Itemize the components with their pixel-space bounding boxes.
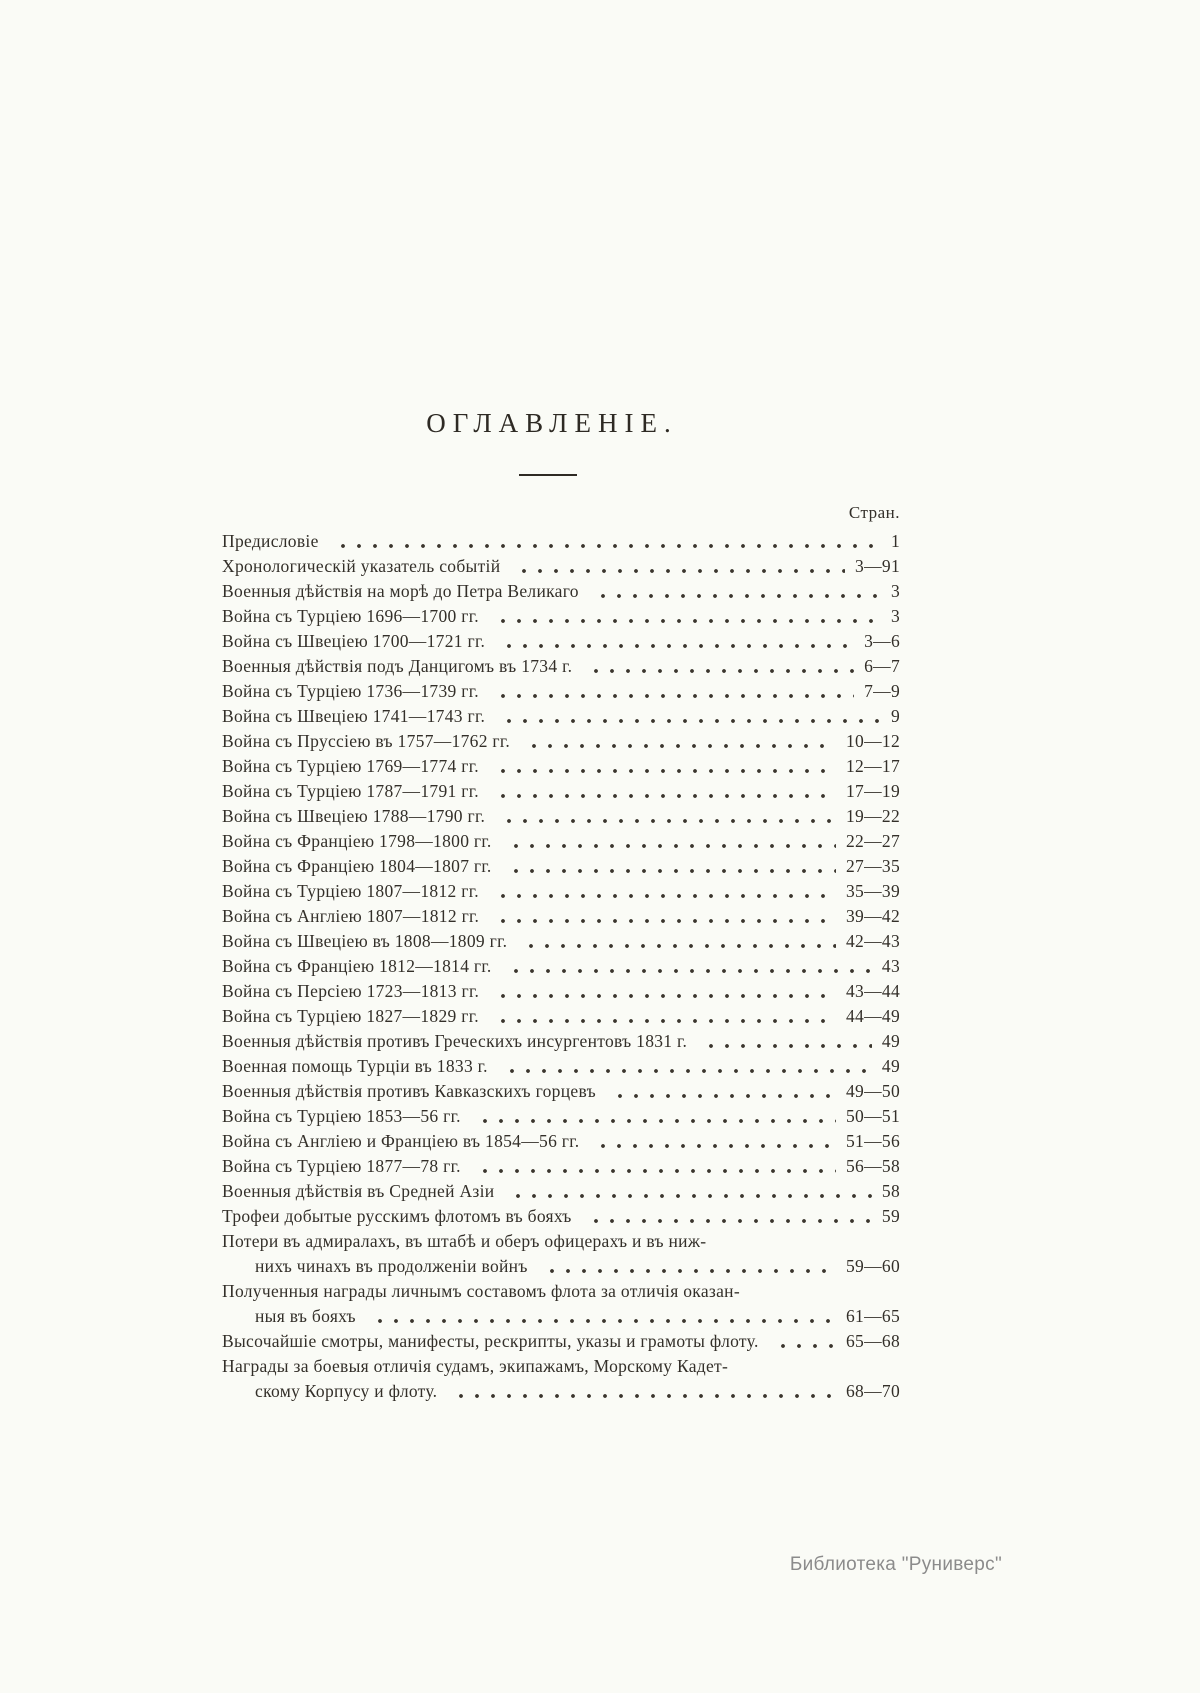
toc-entry	[222, 1154, 900, 1179]
toc-entry-pages: 42—43	[846, 931, 900, 951]
toc-entry	[222, 1204, 900, 1229]
toc-entry-title: нихъ чинахъ въ продолженіи войнъ	[255, 1256, 528, 1276]
toc-entry	[222, 1379, 900, 1404]
toc-entry-title: Предисловіе	[222, 531, 319, 551]
toc-entry	[222, 804, 900, 829]
toc-entry-pages: 56—58	[846, 1156, 900, 1176]
toc-entry	[222, 604, 900, 629]
dot-leader	[492, 993, 836, 999]
toc-entry-pages: 3	[890, 581, 900, 601]
dot-leader	[450, 1393, 836, 1399]
toc-entry-pages: 59	[881, 1206, 900, 1226]
dot-leader	[592, 593, 881, 599]
toc-entry	[222, 879, 900, 904]
dot-leader	[609, 1093, 836, 1099]
toc-entry-pages: 22—27	[846, 831, 900, 851]
dot-leader	[492, 693, 854, 699]
toc-entry	[222, 1254, 900, 1279]
toc-entry	[222, 979, 900, 1004]
toc-entry-pages: 9	[890, 706, 900, 726]
toc-entry-title: Война съ Турціею 1696—1700 гг.	[222, 606, 479, 626]
dot-leader	[498, 818, 836, 824]
dot-leader	[332, 543, 881, 549]
toc-entry-title: Война съ Франціею 1812—1814 гг.	[222, 956, 492, 976]
dot-leader	[492, 793, 836, 799]
toc-entry-title: Военныя дѣйствія въ Средней Азіи	[222, 1181, 495, 1201]
toc-entry	[222, 829, 900, 854]
page-title: ОГЛАВЛЕНІЕ.	[426, 408, 678, 438]
toc-entry	[222, 654, 900, 679]
toc-entry	[222, 1054, 900, 1079]
dot-leader	[507, 1193, 871, 1199]
toc-entry	[222, 579, 900, 604]
dot-leader	[492, 918, 836, 924]
toc-entry-pages: 6—7	[864, 656, 900, 676]
toc-entry-pages: 49	[881, 1031, 900, 1051]
toc-entry-pages: 43—44	[846, 981, 900, 1001]
pages-column-header: Стран.	[848, 503, 900, 522]
toc-entry-title: Война съ Швеціею 1700—1721 гг.	[222, 631, 486, 651]
toc-entry	[222, 1329, 900, 1354]
toc-entry-title: Война съ Пруссіею въ 1757—1762 гг.	[222, 731, 511, 751]
toc-entry	[222, 1354, 900, 1379]
toc-entry	[222, 1129, 900, 1154]
toc-entry-title: Хронологическій указатель событій	[222, 556, 501, 576]
table-of-contents	[222, 529, 900, 1404]
dot-leader	[700, 1043, 872, 1049]
toc-entry-title: скому Корпусу и флоту.	[255, 1381, 438, 1401]
toc-entry	[222, 529, 900, 554]
toc-entry-title: Война съ Англіею и Франціею въ 1854—56 гг.	[222, 1131, 580, 1151]
toc-entry-pages: 7—9	[864, 681, 900, 701]
dot-leader	[505, 843, 836, 849]
toc-entry	[222, 1004, 900, 1029]
toc-entry	[222, 929, 900, 954]
toc-entry-pages: 27—35	[846, 856, 900, 876]
dot-leader	[498, 718, 881, 724]
toc-entry	[222, 704, 900, 729]
toc-entry-pages: 43	[881, 956, 900, 976]
toc-entry	[222, 729, 900, 754]
toc-entry	[222, 904, 900, 929]
toc-entry-pages: 59—60	[846, 1256, 900, 1276]
toc-entry-title: Полученныя награды личнымъ составомъ флота за отличія оказан-	[222, 1281, 740, 1301]
toc-entry-pages: 3—91	[855, 556, 900, 576]
dot-leader	[474, 1118, 836, 1124]
toc-entry-pages: 61—65	[846, 1306, 900, 1326]
toc-entry-pages: 49—50	[846, 1081, 900, 1101]
toc-entry-title: Война съ Швеціею 1741—1743 гг.	[222, 706, 486, 726]
toc-entry-pages: 1	[890, 531, 900, 551]
toc-entry-title: Война съ Швеціею въ 1808—1809 гг.	[222, 931, 508, 951]
dot-leader	[501, 1068, 872, 1074]
toc-entry-pages: 50—51	[846, 1106, 900, 1126]
toc-entry-title: Война съ Турціею 1787—1791 гг.	[222, 781, 479, 801]
toc-entry-pages: 17—19	[846, 781, 900, 801]
toc-entry-title: Война съ Англіею 1807—1812 гг.	[222, 906, 480, 926]
toc-entry-title: Война съ Турціею 1769—1774 гг.	[222, 756, 479, 776]
toc-entry-title: Война съ Турціею 1853—56 гг.	[222, 1106, 461, 1126]
toc-entry-title: Потери въ адмиралахъ, въ штабѣ и оберъ офицерахъ и въ ниж-	[222, 1231, 707, 1251]
dot-leader	[498, 643, 854, 649]
toc-entry-pages: 68—70	[846, 1381, 900, 1401]
dot-leader	[541, 1268, 836, 1274]
toc-entry	[222, 854, 900, 879]
toc-entry-pages: 3—6	[864, 631, 900, 651]
toc-entry-pages: 12—17	[846, 756, 900, 776]
toc-entry-pages: 65—68	[846, 1331, 900, 1351]
toc-entry	[222, 1179, 900, 1204]
watermark: Библиотека "Руниверс"	[789, 1554, 1002, 1575]
toc-entry-pages: 10—12	[846, 731, 900, 751]
toc-entry-title: Война съ Турціею 1807—1812 гг.	[222, 881, 479, 901]
toc-entry-pages: 58	[881, 1181, 900, 1201]
toc-entry	[222, 779, 900, 804]
toc-entry-title: Военныя дѣйствія подъ Данцигомъ въ 1734 г.	[222, 656, 573, 676]
toc-entry-title: Военныя дѣйствія противъ Греческихъ инсургентовъ 1831 г.	[222, 1031, 688, 1051]
toc-entry-pages: 19—22	[846, 806, 900, 826]
toc-entry	[222, 1229, 900, 1254]
toc-entry	[222, 629, 900, 654]
toc-entry-pages: 49	[881, 1056, 900, 1076]
toc-entry-title: Война съ Турціею 1877—78 гг.	[222, 1156, 461, 1176]
dot-leader	[492, 618, 881, 624]
toc-entry	[222, 954, 900, 979]
toc-entry	[222, 554, 900, 579]
dot-leader	[474, 1168, 836, 1174]
dot-leader	[492, 768, 836, 774]
toc-entry-title: Военная помощь Турціи въ 1833 г.	[222, 1056, 488, 1076]
toc-entry-pages: 51—56	[846, 1131, 900, 1151]
toc-entry-pages: 44—49	[846, 1006, 900, 1026]
toc-entry-title: Военныя дѣйствія противъ Кавказскихъ горцевъ	[222, 1081, 596, 1101]
toc-entry-title: ныя въ бояхъ	[255, 1306, 356, 1326]
toc-entry	[222, 1104, 900, 1129]
toc-entry-title: Война съ Персіею 1723—1813 гг.	[222, 981, 480, 1001]
dot-leader	[513, 568, 845, 574]
toc-entry-title: Война съ Франціею 1804—1807 гг.	[222, 856, 492, 876]
toc-entry-pages: 3	[890, 606, 900, 626]
toc-entry-title: Война съ Турціею 1736—1739 гг.	[222, 681, 479, 701]
toc-entry	[222, 1304, 900, 1329]
dot-leader	[585, 668, 854, 674]
toc-entry	[222, 1279, 900, 1304]
toc-entry-pages: 35—39	[846, 881, 900, 901]
toc-entry-title: Награды за боевыя отличія судамъ, экипажамъ, Морскому Кадет-	[222, 1356, 729, 1376]
dot-leader	[523, 743, 836, 749]
toc-entry-title: Военныя дѣйствія на морѣ до Петра Великаго	[222, 581, 579, 601]
dot-leader	[369, 1318, 836, 1324]
dot-leader	[592, 1143, 836, 1149]
title-divider	[519, 474, 577, 476]
dot-leader	[505, 868, 836, 874]
toc-entry	[222, 1079, 900, 1104]
toc-entry	[222, 1029, 900, 1054]
toc-entry-title: Трофеи добытые русскимъ флотомъ въ бояхъ	[222, 1206, 572, 1226]
toc-entry	[222, 754, 900, 779]
toc-entry	[222, 679, 900, 704]
toc-entry-pages: 39—42	[846, 906, 900, 926]
dot-leader	[772, 1343, 836, 1349]
toc-entry-title: Война съ Турціею 1827—1829 гг.	[222, 1006, 479, 1026]
dot-leader	[492, 1018, 836, 1024]
dot-leader	[520, 943, 836, 949]
toc-entry-title: Война съ Швеціею 1788—1790 гг.	[222, 806, 486, 826]
toc-entry-title: Война съ Франціею 1798—1800 гг.	[222, 831, 492, 851]
toc-entry-title: Высочайшіе смотры, манифесты, рескрипты, указы и грамоты флоту.	[222, 1331, 759, 1351]
dot-leader	[585, 1218, 872, 1224]
dot-leader	[505, 968, 872, 974]
dot-leader	[492, 893, 836, 899]
